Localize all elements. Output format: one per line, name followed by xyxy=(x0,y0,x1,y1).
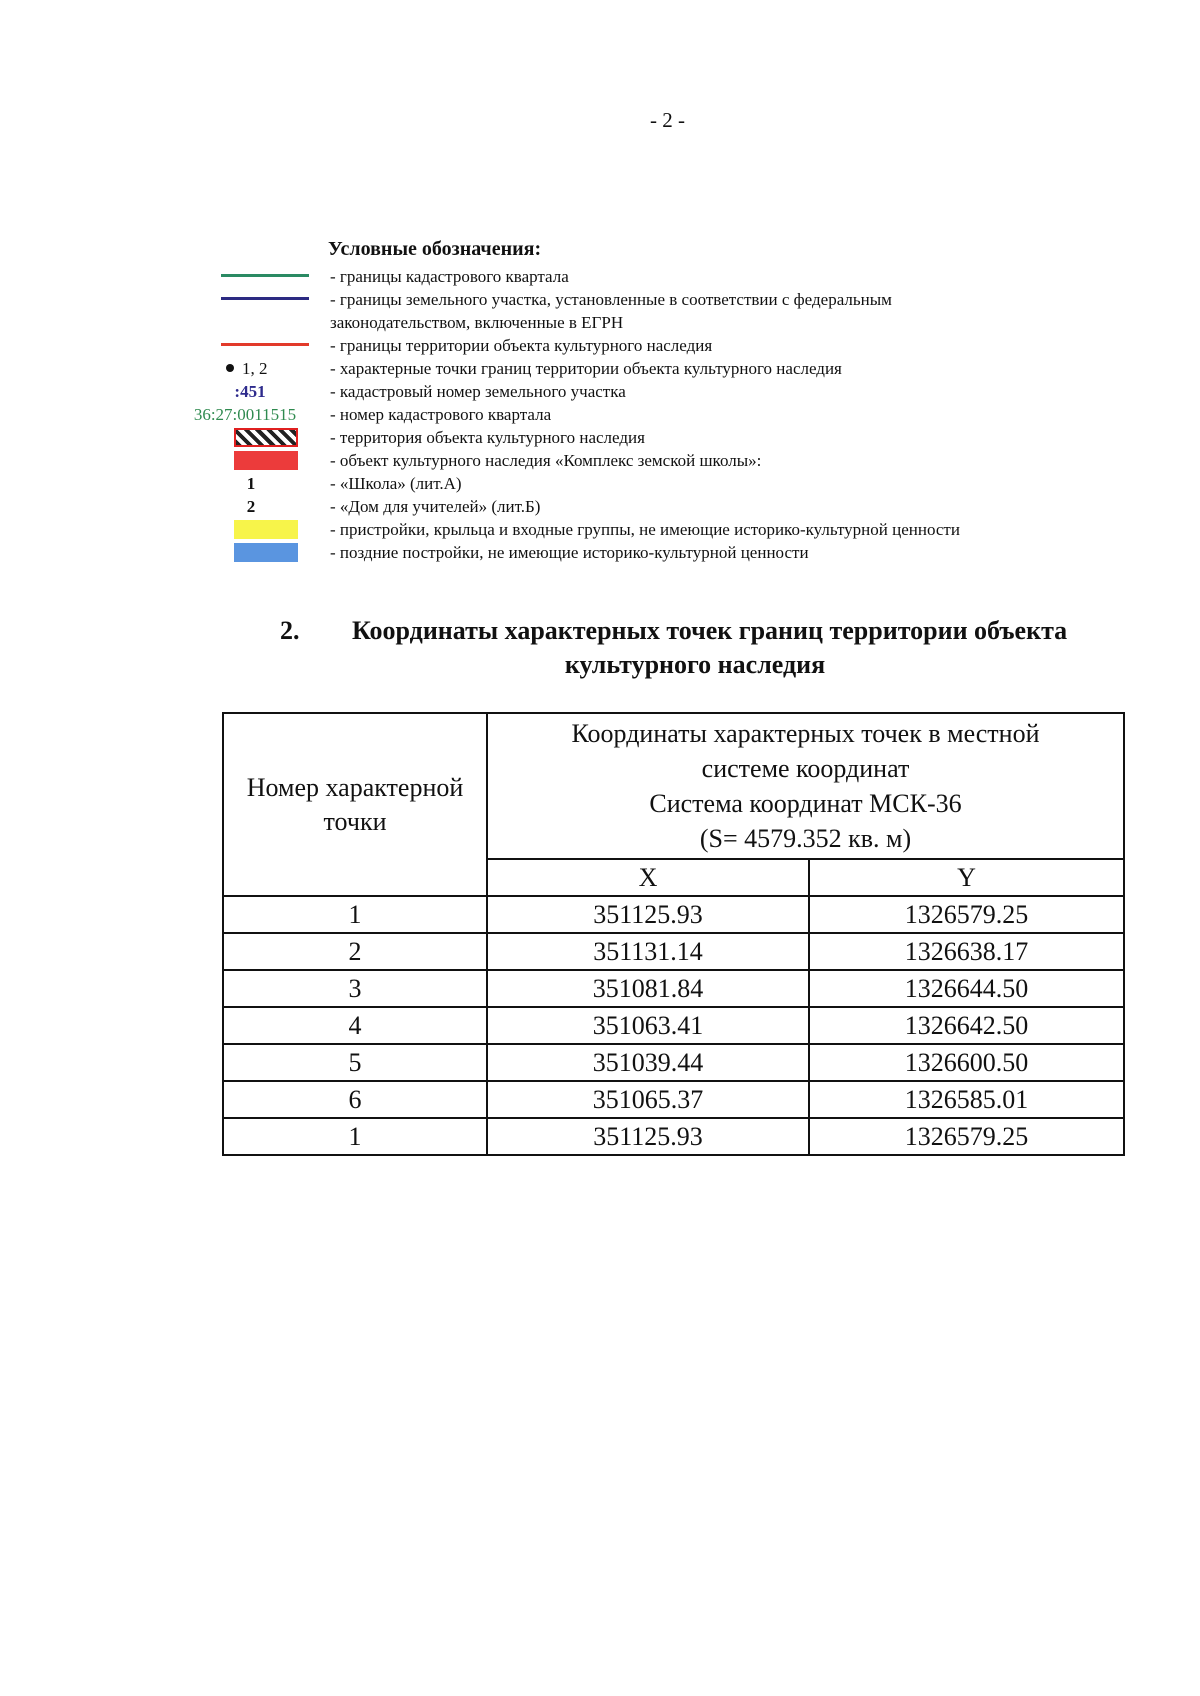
legend-item-text: - объект культурного наследия «Комплекс земской школы»: xyxy=(330,451,762,470)
legend-item-heritage-boundary xyxy=(0,335,1200,357)
table-row xyxy=(223,1081,1124,1118)
cell-x: 351131.14 xyxy=(487,933,809,970)
section-title-line1: Координаты характерных точек границ территории объекта xyxy=(352,616,1068,645)
header-coordinates-line: системе координат xyxy=(701,754,910,783)
section-title-line2: культурного наследия xyxy=(564,650,826,679)
dot-icon xyxy=(226,364,234,372)
legend-item-text: - поздние постройки, не имеющие историко-культурной ценности xyxy=(330,543,809,562)
legend-item-quarter-number xyxy=(0,404,1200,426)
hatched-area-symbol xyxy=(234,428,298,447)
header-point-number: Номер характерной точки xyxy=(223,713,487,896)
cell-point: 1 xyxy=(223,896,487,933)
legend-item-late-buildings xyxy=(0,542,1200,564)
legend-item-text: - границы земельного участка, установленные в соответствии с федеральным xyxy=(330,290,892,309)
cell-point: 5 xyxy=(223,1044,487,1081)
cell-y: 1326579.25 xyxy=(809,1118,1124,1155)
legend-item-text: - границы территории объекта культурного наследия xyxy=(330,336,713,355)
navy-line-symbol xyxy=(221,297,309,300)
legend-item-boundary-points xyxy=(0,358,1200,380)
cell-x: 351081.84 xyxy=(487,970,809,1007)
legend-item-heritage-object xyxy=(0,450,1200,472)
red-area-symbol xyxy=(234,451,298,470)
legend-item-school xyxy=(0,473,1200,495)
cell-y: 1326638.17 xyxy=(809,933,1124,970)
building-number-2: 2 xyxy=(246,497,256,516)
table-row xyxy=(223,933,1124,970)
legend-item-text: - границы кадастрового квартала xyxy=(330,267,569,286)
cell-point: 6 xyxy=(223,1081,487,1118)
header-x: X xyxy=(487,859,809,896)
legend-item-parcel-boundary xyxy=(0,289,1200,311)
header-y: Y xyxy=(809,859,1124,896)
legend-item-text: - «Дом для учителей» (лит.Б) xyxy=(330,497,541,516)
header-coordinates-line: Координаты характерных точек в местной xyxy=(571,719,1040,748)
blue-area-symbol xyxy=(234,543,298,562)
cell-y: 1326644.50 xyxy=(809,970,1124,1007)
legend-item-text: законодательством, включенные в ЕГРН xyxy=(330,313,624,332)
cell-x: 351063.41 xyxy=(487,1007,809,1044)
legend-item-extensions xyxy=(0,519,1200,541)
cell-y: 1326579.25 xyxy=(809,896,1124,933)
cell-x: 351125.93 xyxy=(487,1118,809,1155)
cell-x: 351065.37 xyxy=(487,1081,809,1118)
header-coordinates-line: (S= 4579.352 кв. м) xyxy=(699,824,912,853)
coordinates-table xyxy=(222,712,1125,1156)
cell-y: 1326600.50 xyxy=(809,1044,1124,1081)
legend-item-parcel-number xyxy=(0,381,1200,403)
legend-item-text: - кадастровый номер земельного участка xyxy=(330,382,626,401)
building-number-1: 1 xyxy=(246,474,256,493)
legend-item-text: - территория объекта культурного наследия xyxy=(330,428,645,447)
parcel-number-symbol: :451 xyxy=(234,382,266,401)
quarter-number-symbol: 36:27:0011515 xyxy=(193,405,297,424)
legend-item-parcel-boundary-cont xyxy=(0,312,1200,334)
cell-point: 4 xyxy=(223,1007,487,1044)
legend-item-quarter-boundary xyxy=(0,266,1200,288)
green-line-symbol xyxy=(221,274,309,277)
cell-y: 1326642.50 xyxy=(809,1007,1124,1044)
legend-item-heritage-territory xyxy=(0,427,1200,449)
point-symbol-label: 1, 2 xyxy=(242,359,268,378)
header-coordinates-line: Система координат МСК-36 xyxy=(649,789,962,818)
cell-x: 351039.44 xyxy=(487,1044,809,1081)
legend-title: Условные обозначения: xyxy=(328,238,542,260)
cell-y: 1326585.01 xyxy=(809,1081,1124,1118)
header-coordinates xyxy=(487,713,1124,859)
cell-x: 351125.93 xyxy=(487,896,809,933)
table-row xyxy=(223,1044,1124,1081)
legend-item-text: - характерные точки границ территории объекта культурного наследия xyxy=(330,359,842,378)
cell-point: 1 xyxy=(223,1118,487,1155)
cell-point: 3 xyxy=(223,970,487,1007)
table-row xyxy=(223,896,1124,933)
legend-item-text: - номер кадастрового квартала xyxy=(330,405,552,424)
table-row xyxy=(223,1007,1124,1044)
section-number: 2. xyxy=(280,616,300,645)
yellow-area-symbol xyxy=(234,520,298,539)
legend-item-text: - пристройки, крыльца и входные группы, не имеющие историко-культурной ценности xyxy=(330,520,960,539)
cell-point: 2 xyxy=(223,933,487,970)
legend-item-text: - «Школа» (лит.А) xyxy=(330,474,462,493)
point-symbol xyxy=(226,359,268,379)
page-number: - 2 - xyxy=(650,108,685,132)
legend-item-teachers-house xyxy=(0,496,1200,518)
table-row xyxy=(223,970,1124,1007)
table-row xyxy=(223,1118,1124,1155)
red-line-symbol xyxy=(221,343,309,346)
